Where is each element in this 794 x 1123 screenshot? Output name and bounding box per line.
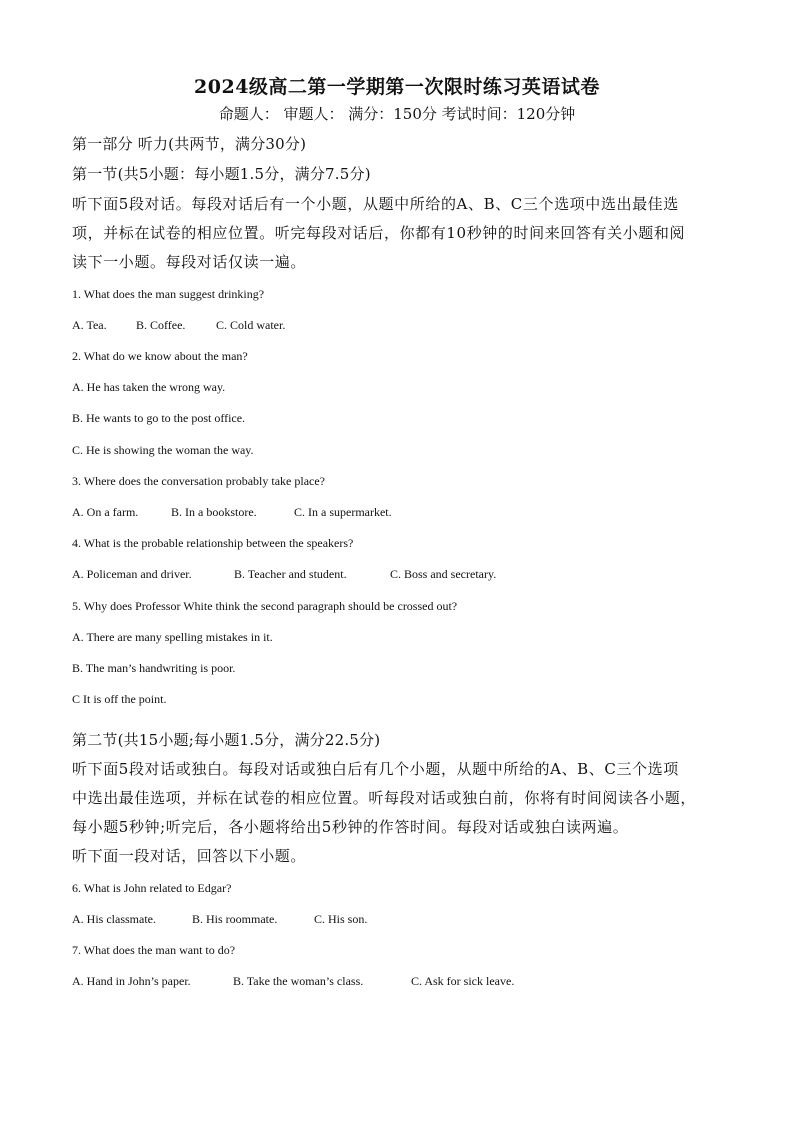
section1-instruction-line: 听下面5段对话。每段对话后有一个小题，从题中所给的A、B、C三个选项中选出最佳选 [72,195,679,213]
exam-subtitle: 命题人： 审题人： 满分：150分 考试时间：120分钟 [218,105,576,123]
option-c[interactable]: C. His son. [314,912,368,926]
option-c[interactable]: C It is off the point. [72,692,167,706]
section2-heading: 第二节(共15小题;每小题1.5分，满分22.5分) [72,731,381,749]
question-stem: 2. What do we know about the man? [72,349,248,363]
question-options [72,567,496,582]
option-a[interactable]: A. Tea. [72,318,107,332]
question-options [72,912,367,927]
section1-heading: 第一节(共5小题：每小题1.5分，满分7.5分) [72,165,371,183]
question-options [72,505,392,520]
section2-prompt: 听下面一段对话，回答以下小题。 [72,847,307,865]
option-a[interactable]: A. His classmate. [72,912,156,926]
option-b[interactable]: B. The man’s handwriting is poor. [72,661,236,675]
option-a[interactable]: A. He has taken the wrong way. [72,380,226,394]
option-b[interactable]: B. Take the woman’s class. [233,974,364,988]
section2-instruction-line: 中选出最佳选项，并标在试卷的相应位置。听每段对话或独白前，你将有时间阅读各小题， [72,789,697,807]
section2-instruction-line: 听下面5段对话或独白。每段对话或独白后有几个小题，从题中所给的A、B、C三个选项 [72,760,679,778]
question-options [72,974,514,989]
question-stem: 7. What does the man want to do? [72,943,236,957]
option-b[interactable]: B. Teacher and student. [234,567,347,581]
option-a[interactable]: A. Policeman and driver. [72,567,192,581]
section2-instruction-line: 每小题5秒钟;听完后，各小题将给出5秒钟的作答时间。每段对话或独白读两遍。 [72,818,629,836]
section1-instruction-line: 项，并标在试卷的相应位置。听完每段对话后，你都有10秒钟的时间来回答有关小题和阅 [72,224,686,242]
option-c[interactable]: C. Boss and secretary. [390,567,497,581]
question-stem: 4. What is the probable relationship between the speakers? [72,536,354,550]
option-c[interactable]: C. Cold water. [216,318,286,332]
option-c[interactable]: C. Ask for sick leave. [411,974,515,988]
option-b[interactable]: B. Coffee. [136,318,186,332]
option-b[interactable]: B. His roommate. [192,912,278,926]
exam-title: 2024级高二第一学期第一次限时练习英语试卷 [194,76,600,98]
question-stem: 5. Why does Professor White think the second paragraph should be crossed out? [72,599,458,613]
option-b[interactable]: B. He wants to go to the post office. [72,411,246,425]
question-stem: 6. What is John related to Edgar? [72,881,232,895]
question-stem: 3. Where does the conversation probably take place? [72,474,326,488]
option-c[interactable]: C. He is showing the woman the way. [72,443,254,457]
question-options [72,318,285,333]
option-a[interactable]: A. There are many spelling mistakes in it. [72,630,273,644]
section1-instruction-line: 读下一小题。每段对话仅读一遍。 [72,253,307,271]
option-c[interactable]: C. In a supermarket. [294,505,392,519]
question-stem: 1. What does the man suggest drinking? [72,287,265,301]
option-b[interactable]: B. In a bookstore. [171,505,257,519]
option-a[interactable]: A. Hand in John’s paper. [72,974,191,988]
part-heading: 第一部分 听力(共两节，满分30分) [72,135,307,153]
option-a[interactable]: A. On a farm. [72,505,139,519]
